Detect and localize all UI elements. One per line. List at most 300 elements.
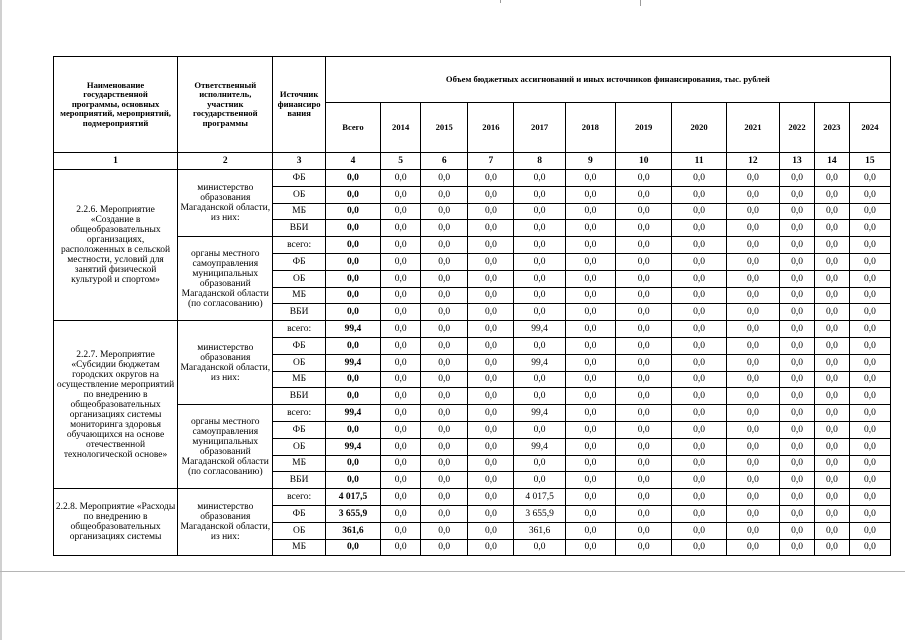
- total-value: 99,4: [325, 354, 380, 371]
- year-value: 0,0: [672, 421, 726, 438]
- year-value: 0,0: [672, 522, 726, 539]
- year-value: 0,0: [849, 371, 890, 388]
- year-value: 0,0: [726, 438, 779, 455]
- year-value: 0,0: [381, 405, 421, 422]
- year-value: 0,0: [780, 388, 815, 405]
- year-value: 0,0: [565, 170, 615, 187]
- year-value: 0,0: [514, 455, 565, 472]
- total-value: 0,0: [325, 472, 380, 489]
- column-number: 8: [514, 153, 565, 170]
- year-value: 0,0: [726, 337, 779, 354]
- year-value: 0,0: [814, 489, 849, 506]
- year-value: 0,0: [814, 337, 849, 354]
- year-value: 0,0: [672, 472, 726, 489]
- year-value: 0,0: [468, 203, 514, 220]
- executor-name: органы местного самоуправления муниципальных образований Магаданской области (по согласованию): [178, 237, 273, 321]
- year-value: 0,0: [726, 371, 779, 388]
- year-value: 0,0: [726, 220, 779, 237]
- year-value: 0,0: [421, 455, 468, 472]
- funding-source: МБ: [273, 455, 325, 472]
- year-value: 0,0: [381, 337, 421, 354]
- year-value: 0,0: [381, 321, 421, 338]
- year-value: 0,0: [565, 505, 615, 522]
- table-row: [54, 170, 891, 187]
- year-value: 0,0: [468, 505, 514, 522]
- total-value: 0,0: [325, 170, 380, 187]
- column-number: 14: [814, 153, 849, 170]
- year-value: 0,0: [849, 253, 890, 270]
- total-value: 0,0: [325, 337, 380, 354]
- header-year: 2020: [672, 103, 726, 153]
- year-value: 0,0: [468, 237, 514, 254]
- year-value: 0,0: [814, 455, 849, 472]
- activity-name: 2.2.8. Мероприятие «Расходы по внедрению в общеобразовательных организациях системы: [54, 489, 178, 556]
- year-value: 0,0: [616, 405, 672, 422]
- year-value: 0,0: [672, 405, 726, 422]
- year-value: 0,0: [616, 253, 672, 270]
- year-value: 0,0: [381, 220, 421, 237]
- scan-left-edge: [0, 0, 2, 640]
- year-value: 0,0: [814, 270, 849, 287]
- year-value: 0,0: [514, 270, 565, 287]
- year-value: 0,0: [726, 421, 779, 438]
- year-value: 0,0: [381, 270, 421, 287]
- year-value: 0,0: [381, 287, 421, 304]
- year-value: 0,0: [565, 405, 615, 422]
- header-year: 2018: [565, 103, 615, 153]
- year-value: 0,0: [672, 388, 726, 405]
- funding-source: всего:: [273, 237, 325, 254]
- year-value: 0,0: [565, 186, 615, 203]
- year-value: 0,0: [849, 186, 890, 203]
- year-value: 0,0: [814, 438, 849, 455]
- year-value: 3 655,9: [514, 505, 565, 522]
- year-value: 0,0: [565, 304, 615, 321]
- year-value: 0,0: [565, 438, 615, 455]
- scan-bottom-line: [0, 571, 905, 572]
- year-value: 0,0: [672, 371, 726, 388]
- year-value: 0,0: [565, 220, 615, 237]
- header-year: 2016: [468, 103, 514, 153]
- column-number: 6: [421, 153, 468, 170]
- year-value: 0,0: [616, 421, 672, 438]
- year-value: 0,0: [726, 237, 779, 254]
- year-value: 0,0: [672, 304, 726, 321]
- total-value: 99,4: [325, 321, 380, 338]
- header-year: 2015: [421, 103, 468, 153]
- year-value: 0,0: [565, 489, 615, 506]
- year-value: 0,0: [381, 522, 421, 539]
- year-value: 0,0: [814, 354, 849, 371]
- year-value: 0,0: [849, 337, 890, 354]
- activity-name: 2.2.6. Мероприятие «Создание в общеобразовательных организациях, расположенных в сельской местности, условий для занятий физической культурой и спортом»: [54, 170, 178, 321]
- year-value: 0,0: [468, 321, 514, 338]
- year-value: 0,0: [814, 421, 849, 438]
- year-value: 0,0: [780, 270, 815, 287]
- funding-source: ОБ: [273, 438, 325, 455]
- year-value: 0,0: [616, 287, 672, 304]
- year-value: 0,0: [468, 405, 514, 422]
- header-year: 2021: [726, 103, 779, 153]
- total-value: 0,0: [325, 287, 380, 304]
- year-value: 0,0: [381, 472, 421, 489]
- year-value: 0,0: [514, 253, 565, 270]
- funding-source: МБ: [273, 203, 325, 220]
- year-value: 0,0: [421, 170, 468, 187]
- year-value: 0,0: [814, 203, 849, 220]
- year-value: 0,0: [849, 438, 890, 455]
- year-value: 0,0: [780, 472, 815, 489]
- year-value: 0,0: [849, 505, 890, 522]
- total-value: 0,0: [325, 388, 380, 405]
- funding-source: ОБ: [273, 270, 325, 287]
- year-value: 0,0: [565, 203, 615, 220]
- year-value: 0,0: [616, 388, 672, 405]
- year-value: 0,0: [849, 489, 890, 506]
- year-value: 0,0: [565, 253, 615, 270]
- column-number: 2: [178, 153, 273, 170]
- year-value: 0,0: [726, 522, 779, 539]
- header-total: Всего: [325, 103, 380, 153]
- year-value: 0,0: [565, 539, 615, 556]
- year-value: 0,0: [565, 321, 615, 338]
- header-year: 2017: [514, 103, 565, 153]
- year-value: 99,4: [514, 354, 565, 371]
- total-value: 0,0: [325, 270, 380, 287]
- year-value: 0,0: [468, 371, 514, 388]
- column-number: 15: [849, 153, 890, 170]
- year-value: 0,0: [616, 270, 672, 287]
- year-value: 0,0: [468, 337, 514, 354]
- year-value: 0,0: [726, 489, 779, 506]
- year-value: 0,0: [672, 354, 726, 371]
- year-value: 0,0: [672, 539, 726, 556]
- year-value: 0,0: [514, 337, 565, 354]
- year-value: 0,0: [780, 489, 815, 506]
- year-value: 0,0: [814, 522, 849, 539]
- year-value: 0,0: [814, 388, 849, 405]
- header-volume: Объем бюджетных ассигнований и иных источников финансирования, тыс. рублей: [325, 57, 890, 103]
- column-number: 3: [273, 153, 325, 170]
- year-value: 0,0: [814, 170, 849, 187]
- year-value: 0,0: [381, 186, 421, 203]
- funding-source: ФБ: [273, 337, 325, 354]
- year-value: 0,0: [726, 270, 779, 287]
- year-value: 0,0: [421, 220, 468, 237]
- table-row: [54, 489, 891, 506]
- year-value: 0,0: [814, 287, 849, 304]
- year-value: 0,0: [565, 237, 615, 254]
- year-value: 0,0: [421, 489, 468, 506]
- year-value: 0,0: [616, 203, 672, 220]
- year-value: 0,0: [514, 220, 565, 237]
- column-number: 4: [325, 153, 380, 170]
- total-value: 0,0: [325, 186, 380, 203]
- year-value: 0,0: [468, 455, 514, 472]
- column-number: 12: [726, 153, 779, 170]
- funding-source: всего:: [273, 489, 325, 506]
- header-year: 2023: [814, 103, 849, 153]
- year-value: 0,0: [780, 237, 815, 254]
- funding-source: ФБ: [273, 170, 325, 187]
- year-value: 0,0: [672, 287, 726, 304]
- year-value: 0,0: [514, 421, 565, 438]
- year-value: 0,0: [726, 539, 779, 556]
- year-value: 0,0: [780, 354, 815, 371]
- total-value: 3 655,9: [325, 505, 380, 522]
- year-value: 0,0: [814, 253, 849, 270]
- executor-name: министерство образования Магаданской области, из них:: [178, 321, 273, 405]
- total-value: 4 017,5: [325, 489, 380, 506]
- year-value: 4 017,5: [514, 489, 565, 506]
- year-value: 0,0: [468, 421, 514, 438]
- year-value: 0,0: [849, 321, 890, 338]
- year-value: 0,0: [421, 472, 468, 489]
- year-value: 0,0: [565, 287, 615, 304]
- year-value: 0,0: [780, 371, 815, 388]
- total-value: 361,6: [325, 522, 380, 539]
- year-value: 0,0: [616, 371, 672, 388]
- year-value: 0,0: [780, 253, 815, 270]
- year-value: 0,0: [780, 455, 815, 472]
- funding-source: всего:: [273, 321, 325, 338]
- year-value: 0,0: [814, 472, 849, 489]
- year-value: 0,0: [381, 388, 421, 405]
- year-value: 0,0: [381, 371, 421, 388]
- year-value: 0,0: [672, 270, 726, 287]
- total-value: 0,0: [325, 253, 380, 270]
- year-value: 99,4: [514, 405, 565, 422]
- year-value: 0,0: [421, 522, 468, 539]
- year-value: 0,0: [468, 304, 514, 321]
- year-value: 0,0: [780, 203, 815, 220]
- column-number: 1: [54, 153, 178, 170]
- year-value: 0,0: [780, 321, 815, 338]
- year-value: 0,0: [616, 321, 672, 338]
- year-value: 0,0: [421, 505, 468, 522]
- year-value: 0,0: [616, 220, 672, 237]
- header-year: 2024: [849, 103, 890, 153]
- total-value: 0,0: [325, 539, 380, 556]
- year-value: 0,0: [381, 505, 421, 522]
- year-value: 0,0: [814, 405, 849, 422]
- year-value: 0,0: [726, 455, 779, 472]
- year-value: 0,0: [849, 203, 890, 220]
- funding-source: МБ: [273, 287, 325, 304]
- year-value: 0,0: [565, 522, 615, 539]
- year-value: 0,0: [468, 253, 514, 270]
- funding-source: ВБИ: [273, 304, 325, 321]
- year-value: 0,0: [421, 270, 468, 287]
- year-value: 0,0: [514, 287, 565, 304]
- year-value: 0,0: [726, 304, 779, 321]
- header-executor: Ответственный исполнитель, участник государственной программы: [178, 57, 273, 153]
- total-value: 0,0: [325, 220, 380, 237]
- year-value: 0,0: [849, 388, 890, 405]
- year-value: 0,0: [849, 304, 890, 321]
- year-value: 0,0: [421, 253, 468, 270]
- year-value: 0,0: [849, 270, 890, 287]
- year-value: 0,0: [849, 472, 890, 489]
- header-name: Наименование государственной программы, основных мероприятий, мероприятий, подмероприятий: [54, 57, 178, 153]
- year-value: 0,0: [672, 186, 726, 203]
- year-value: 0,0: [672, 455, 726, 472]
- year-value: 0,0: [616, 438, 672, 455]
- year-value: 0,0: [726, 354, 779, 371]
- year-value: 0,0: [468, 522, 514, 539]
- year-value: 0,0: [814, 237, 849, 254]
- year-value: 0,0: [565, 270, 615, 287]
- year-value: 0,0: [514, 304, 565, 321]
- year-value: 0,0: [780, 337, 815, 354]
- year-value: 0,0: [381, 421, 421, 438]
- year-value: 0,0: [726, 472, 779, 489]
- year-value: 0,0: [780, 539, 815, 556]
- table-row: [54, 321, 891, 338]
- year-value: 0,0: [849, 455, 890, 472]
- year-value: 0,0: [421, 421, 468, 438]
- year-value: 0,0: [726, 287, 779, 304]
- year-value: 0,0: [726, 170, 779, 187]
- year-value: 0,0: [421, 186, 468, 203]
- year-value: 0,0: [849, 287, 890, 304]
- header-year: 2022: [780, 103, 815, 153]
- year-value: 0,0: [381, 354, 421, 371]
- year-value: 0,0: [726, 388, 779, 405]
- column-number: 9: [565, 153, 615, 170]
- year-value: 0,0: [616, 472, 672, 489]
- year-value: 0,0: [468, 388, 514, 405]
- scan-top-mark: [640, 0, 641, 6]
- year-value: 0,0: [849, 170, 890, 187]
- year-value: 0,0: [726, 253, 779, 270]
- year-value: 0,0: [421, 371, 468, 388]
- total-value: 0,0: [325, 237, 380, 254]
- year-value: 0,0: [814, 321, 849, 338]
- year-value: 0,0: [780, 220, 815, 237]
- year-value: 0,0: [814, 371, 849, 388]
- funding-source: ОБ: [273, 354, 325, 371]
- year-value: 0,0: [780, 186, 815, 203]
- year-value: 0,0: [616, 186, 672, 203]
- year-value: 0,0: [849, 354, 890, 371]
- year-value: 0,0: [672, 170, 726, 187]
- year-value: 0,0: [672, 237, 726, 254]
- year-value: 0,0: [672, 438, 726, 455]
- year-value: 0,0: [565, 371, 615, 388]
- year-value: 0,0: [672, 220, 726, 237]
- year-value: 0,0: [616, 337, 672, 354]
- year-value: 0,0: [616, 455, 672, 472]
- year-value: 0,0: [616, 522, 672, 539]
- year-value: 0,0: [726, 505, 779, 522]
- column-number: 7: [468, 153, 514, 170]
- funding-source: ВБИ: [273, 472, 325, 489]
- scan-top-mark: [500, 0, 501, 3]
- total-value: 0,0: [325, 371, 380, 388]
- year-value: 0,0: [616, 505, 672, 522]
- year-value: 0,0: [726, 405, 779, 422]
- funding-source: ФБ: [273, 421, 325, 438]
- total-value: 0,0: [325, 421, 380, 438]
- year-value: 0,0: [421, 287, 468, 304]
- year-value: 0,0: [849, 522, 890, 539]
- year-value: 0,0: [780, 505, 815, 522]
- year-value: 0,0: [849, 220, 890, 237]
- year-value: 0,0: [421, 438, 468, 455]
- year-value: 0,0: [849, 405, 890, 422]
- activity-name: 2.2.7. Мероприятие «Субсидии бюджетам городских округов на осуществление мероприятий по внедрению в общеобразовательных организациях системы мониторинга здоровья обучающихся на основе отечественной технологической основе»: [54, 321, 178, 489]
- funding-source: ВБИ: [273, 388, 325, 405]
- year-value: 0,0: [381, 253, 421, 270]
- total-value: 99,4: [325, 405, 380, 422]
- year-value: 0,0: [814, 539, 849, 556]
- funding-source: ФБ: [273, 253, 325, 270]
- year-value: 0,0: [565, 455, 615, 472]
- year-value: 0,0: [514, 539, 565, 556]
- year-value: 0,0: [468, 489, 514, 506]
- table-row: [54, 405, 891, 422]
- year-value: 0,0: [565, 472, 615, 489]
- year-value: 0,0: [421, 539, 468, 556]
- year-value: 0,0: [780, 287, 815, 304]
- budget-table: [53, 56, 891, 556]
- year-value: 99,4: [514, 438, 565, 455]
- funding-source: ОБ: [273, 186, 325, 203]
- year-value: 0,0: [468, 287, 514, 304]
- year-value: 0,0: [814, 304, 849, 321]
- funding-source: ФБ: [273, 505, 325, 522]
- year-value: 0,0: [421, 354, 468, 371]
- year-value: 0,0: [814, 186, 849, 203]
- year-value: 0,0: [672, 321, 726, 338]
- year-value: 0,0: [672, 203, 726, 220]
- year-value: 0,0: [672, 505, 726, 522]
- year-value: 0,0: [381, 539, 421, 556]
- year-value: 0,0: [780, 405, 815, 422]
- header-source: Источник финансирования: [273, 57, 325, 153]
- year-value: 0,0: [421, 304, 468, 321]
- year-value: 0,0: [468, 270, 514, 287]
- year-value: 0,0: [381, 304, 421, 321]
- year-value: 0,0: [421, 321, 468, 338]
- year-value: 0,0: [421, 203, 468, 220]
- year-value: 0,0: [616, 539, 672, 556]
- table-row: [54, 237, 891, 254]
- year-value: 0,0: [726, 321, 779, 338]
- year-value: 0,0: [381, 203, 421, 220]
- year-value: 0,0: [514, 472, 565, 489]
- column-number: 13: [780, 153, 815, 170]
- year-value: 0,0: [381, 237, 421, 254]
- year-value: 0,0: [468, 170, 514, 187]
- year-value: 361,6: [514, 522, 565, 539]
- header-year: 2019: [616, 103, 672, 153]
- year-value: 0,0: [849, 539, 890, 556]
- year-value: 0,0: [565, 337, 615, 354]
- total-value: 0,0: [325, 455, 380, 472]
- year-value: 0,0: [780, 304, 815, 321]
- year-value: 0,0: [672, 253, 726, 270]
- total-value: 0,0: [325, 203, 380, 220]
- year-value: 0,0: [616, 304, 672, 321]
- year-value: 0,0: [780, 438, 815, 455]
- header-year: 2014: [381, 103, 421, 153]
- year-value: 0,0: [780, 170, 815, 187]
- budget-table-sheet: [53, 56, 891, 556]
- year-value: 0,0: [616, 170, 672, 187]
- year-value: 99,4: [514, 321, 565, 338]
